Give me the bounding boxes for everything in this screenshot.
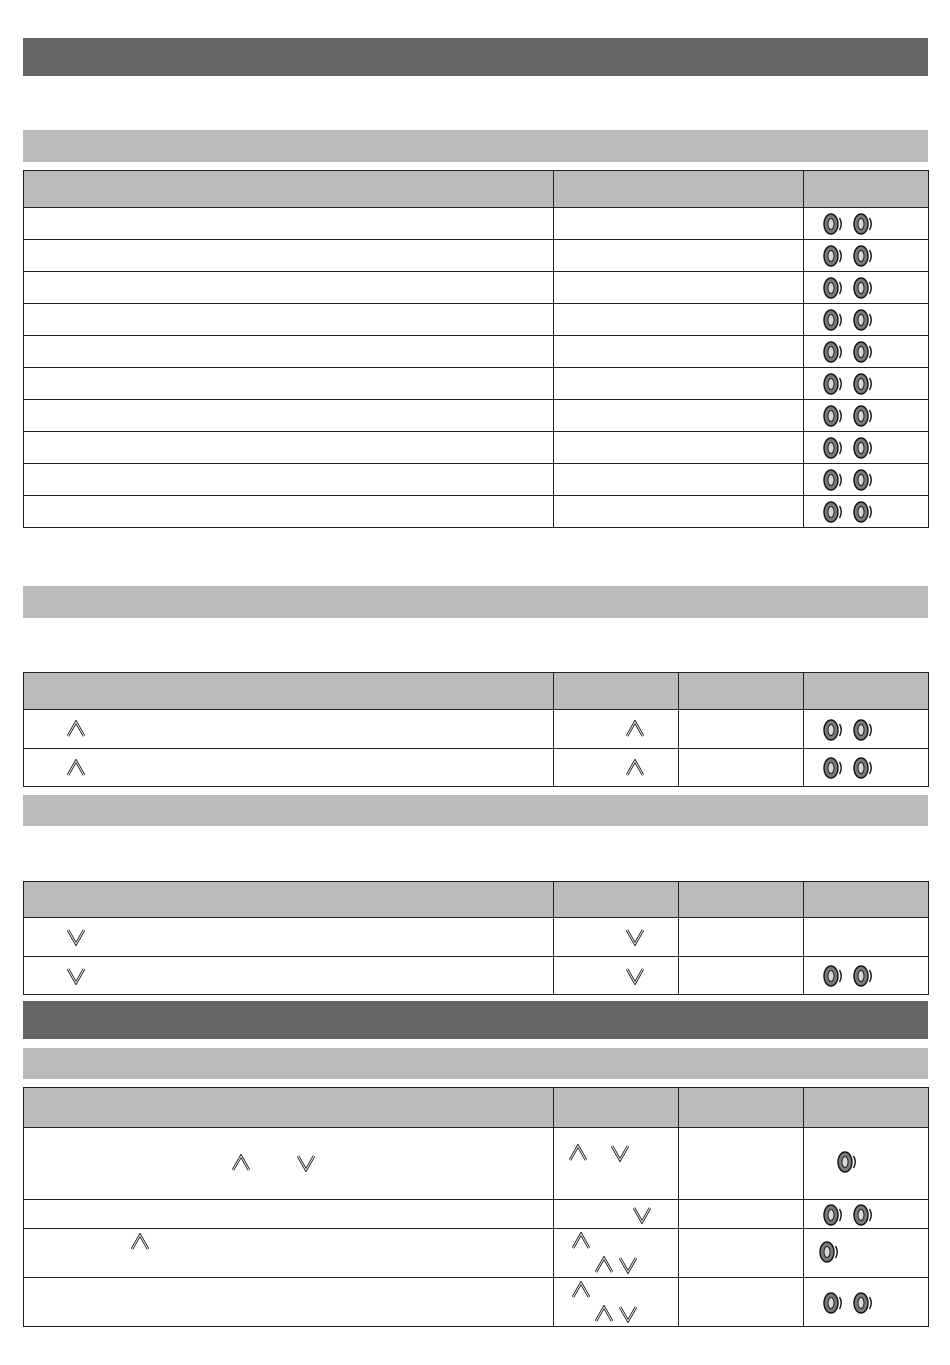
speaker-icon-pair [822, 1291, 874, 1315]
speaker-icon [822, 1291, 844, 1315]
speaker-icon-pair [822, 468, 874, 492]
speaker-icon [822, 468, 844, 492]
chevron-down-icon [625, 928, 645, 946]
speaker-icon-group [818, 1240, 840, 1264]
chevron-up-icon [568, 1144, 588, 1162]
speaker-icon [822, 404, 844, 428]
speaker-icon [822, 372, 844, 396]
chevron-down-icon [632, 1206, 652, 1224]
speaker-icon [852, 212, 874, 236]
table-row [24, 240, 929, 272]
speaker-icon [852, 1203, 874, 1227]
speaker-icon [852, 372, 874, 396]
speaker-icon [852, 1291, 874, 1315]
speaker-icon [822, 212, 844, 236]
table-row [24, 957, 929, 995]
speaker-icon-pair [822, 244, 874, 268]
table-row [24, 710, 929, 749]
table-row [24, 368, 929, 400]
speaker-icon [822, 436, 844, 460]
subsection-header-bar [23, 1048, 928, 1079]
chevron-down-icon [610, 1144, 630, 1162]
table-header-row [24, 1088, 929, 1128]
speaker-icon-group [836, 1150, 858, 1174]
speaker-icon-pair [822, 1203, 874, 1227]
table-2 [23, 672, 929, 787]
table-row [24, 1229, 929, 1278]
speaker-icon-pair [822, 340, 874, 364]
speaker-icon [852, 964, 874, 988]
speaker-icon-pair [822, 718, 874, 742]
chevron-up-icon [571, 1232, 591, 1250]
chevron-up-icon [625, 759, 645, 777]
speaker-icon-pair [822, 308, 874, 332]
subsection-header-bar [23, 795, 928, 826]
chevron-down-icon [296, 1154, 316, 1172]
chevron-up-icon [571, 1281, 591, 1299]
speaker-icon [852, 500, 874, 524]
chevron-up-icon [66, 759, 86, 777]
speaker-icon [852, 756, 874, 780]
chevron-down-icon [625, 967, 645, 985]
speaker-icon [852, 468, 874, 492]
speaker-icon-pair [822, 500, 874, 524]
chevron-up-icon [231, 1154, 251, 1172]
speaker-icon [818, 1240, 840, 1264]
speaker-icon [822, 500, 844, 524]
speaker-icon-pair [822, 436, 874, 460]
chevron-up-icon [625, 720, 645, 738]
table-row [24, 272, 929, 304]
chevron-up-icon [66, 720, 86, 738]
table-row [24, 749, 929, 787]
chevron-up-icon [130, 1233, 150, 1251]
table-row [24, 464, 929, 496]
speaker-icon-pair [822, 212, 874, 236]
table-1 [23, 170, 929, 528]
table-row [24, 1200, 929, 1229]
chevron-down-icon [66, 967, 86, 985]
chevron-down-icon [618, 1305, 638, 1323]
speaker-icon [852, 340, 874, 364]
speaker-icon [836, 1150, 858, 1174]
chevron-up-icon [594, 1305, 614, 1323]
speaker-icon [822, 308, 844, 332]
speaker-icon [852, 276, 874, 300]
speaker-icon [852, 244, 874, 268]
table-header-row [24, 171, 929, 208]
table-row [24, 208, 929, 240]
table-4 [23, 1087, 929, 1327]
section-header-bar [23, 1001, 928, 1039]
speaker-icon [822, 276, 844, 300]
speaker-icon [822, 244, 844, 268]
speaker-icon [852, 718, 874, 742]
table-row [24, 1128, 929, 1200]
table-row [24, 304, 929, 336]
chevron-down-icon [618, 1256, 638, 1274]
speaker-icon-pair [822, 404, 874, 428]
subsection-header-bar [23, 130, 928, 162]
table-row [24, 432, 929, 464]
table-row [24, 496, 929, 528]
speaker-icon-pair [822, 756, 874, 780]
table-row [24, 918, 929, 957]
speaker-icon [822, 964, 844, 988]
speaker-icon-pair [822, 276, 874, 300]
table-header-row [24, 882, 929, 918]
section-header-bar [23, 38, 928, 76]
speaker-icon [822, 718, 844, 742]
speaker-icon [852, 404, 874, 428]
speaker-icon-pair [822, 964, 874, 988]
table-row [24, 400, 929, 432]
speaker-icon-pair [822, 372, 874, 396]
subsection-header-bar [23, 586, 928, 618]
table-header-row [24, 673, 929, 710]
speaker-icon [852, 436, 874, 460]
table-row [24, 336, 929, 368]
chevron-up-icon [594, 1256, 614, 1274]
chevron-down-icon [66, 928, 86, 946]
speaker-icon [852, 308, 874, 332]
speaker-icon [822, 340, 844, 364]
speaker-icon [822, 1203, 844, 1227]
table-3 [23, 881, 929, 995]
speaker-icon [822, 756, 844, 780]
table-row [24, 1278, 929, 1327]
